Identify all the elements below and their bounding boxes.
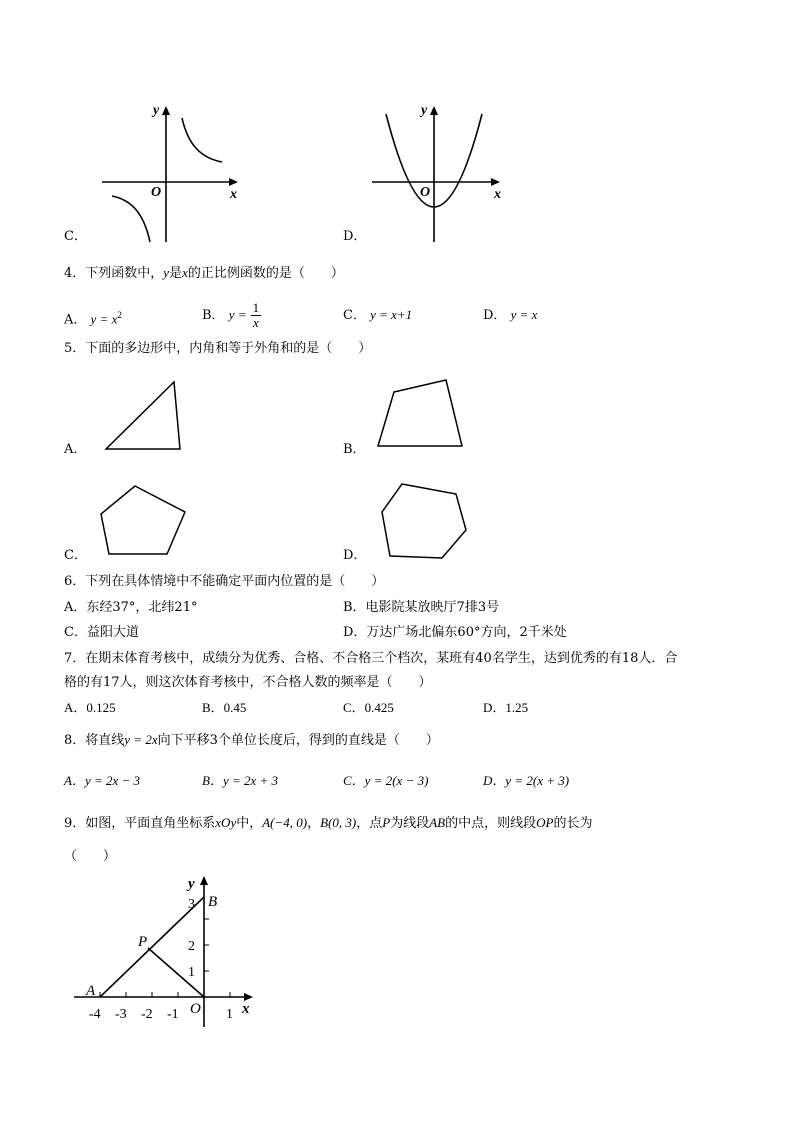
- axis-label-x: x: [230, 187, 237, 202]
- option-d-label: D．: [343, 229, 367, 244]
- y-tick-label: 3: [188, 897, 195, 912]
- question-7-option-b: B．0.45: [202, 700, 247, 715]
- pentagon-figure: [95, 482, 191, 558]
- question-8-option-b: B．y = 2x + 3: [202, 773, 279, 788]
- axis-label-y: y: [153, 103, 160, 118]
- origin-label: O: [190, 1001, 201, 1017]
- question-8-option-d: D．y = 2(x + 3): [483, 773, 570, 788]
- graph-option-c: [96, 100, 256, 245]
- option-d-label: D．: [343, 548, 367, 563]
- quadrilateral-figure: [372, 376, 468, 452]
- point-b-label: B: [208, 894, 218, 910]
- triangle-figure: [100, 378, 190, 456]
- axis-label-y: y: [188, 876, 195, 892]
- axis-label-y: y: [421, 103, 428, 118]
- question-6-option-d: D．万达广场北偏东60°方向，2千米处: [343, 625, 567, 640]
- x-tick-label: -4: [89, 1007, 101, 1022]
- question-6-option-a: A．东经37°，北纬21°: [64, 600, 198, 615]
- question-8-option-c: C．y = 2(x − 3): [343, 773, 429, 788]
- option-c-label: C．: [64, 229, 87, 244]
- graph-option-d: [368, 100, 518, 245]
- x-tick-label: -3: [115, 1007, 127, 1022]
- point-p-label: P: [138, 934, 148, 950]
- axis-label-x: x: [494, 187, 501, 202]
- x-tick-label: -1: [167, 1007, 179, 1022]
- question-9-stem-line-1: 9．如图，平面直角坐标系xOy中，A(−4, 0)，B(0, 3)，点P为线段AB的中点，则线段OP的长为: [64, 815, 593, 831]
- question-7-option-c: C．0.425: [343, 700, 394, 715]
- point-a-label: A: [86, 983, 96, 999]
- option-a-label: A．: [64, 442, 87, 457]
- question-4-option-b: B． y = $\frac{1}{x}$: [202, 300, 260, 330]
- hexagon-figure: [378, 480, 470, 562]
- question-7-option-d: D．1.25: [483, 700, 529, 715]
- question-4-stem: 4．下列函数中，y是x的正比例函数的是（ ）: [64, 265, 344, 281]
- question-5-stem: 5．下面的多边形中，内角和等于外角和的是（ ）: [64, 341, 372, 356]
- question-7-stem-line-1: 7．在期末体育考核中，成绩分为优秀、合格、不合格三个档次，某班有40名学生，达到优秀的有18人．合: [64, 651, 678, 666]
- y-tick-label: 2: [188, 939, 195, 954]
- y-tick-label: 1: [188, 965, 195, 980]
- option-c-label: C．: [64, 548, 87, 563]
- origin-label: O: [151, 185, 162, 200]
- question-7-option-a: A．0.125: [64, 700, 116, 715]
- question-9-figure: [70, 872, 270, 1032]
- question-4-option-d: D． y = x: [483, 307, 538, 323]
- question-6-stem: 6．下列在具体情境中不能确定平面内位置的是（ ）: [64, 574, 385, 589]
- x-tick-label: -2: [141, 1007, 153, 1022]
- x-tick-label: 1: [226, 1007, 233, 1022]
- question-9-stem-line-2: （ ）: [64, 849, 117, 864]
- question-4-option-c: C． y = x+1: [343, 307, 413, 323]
- axis-label-x: x: [242, 1001, 250, 1017]
- question-6-option-c: C．益阳大道: [64, 625, 139, 640]
- origin-label: O: [420, 185, 431, 200]
- question-6-option-b: B．电影院某放映厅7排3号: [343, 600, 500, 615]
- question-8-option-a: A．y = 2x − 3: [64, 773, 141, 788]
- option-b-label: B．: [343, 442, 366, 457]
- question-7-stem-line-2: 格的有17人，则这次体育考核中，不合格人数的频率是（ ）: [64, 675, 432, 690]
- question-8-stem: 8．将直线y = 2x向下平移3个单位长度后，得到的直线是（ ）: [64, 732, 439, 748]
- question-4-option-a: A． $y = x^2$: [64, 310, 122, 328]
